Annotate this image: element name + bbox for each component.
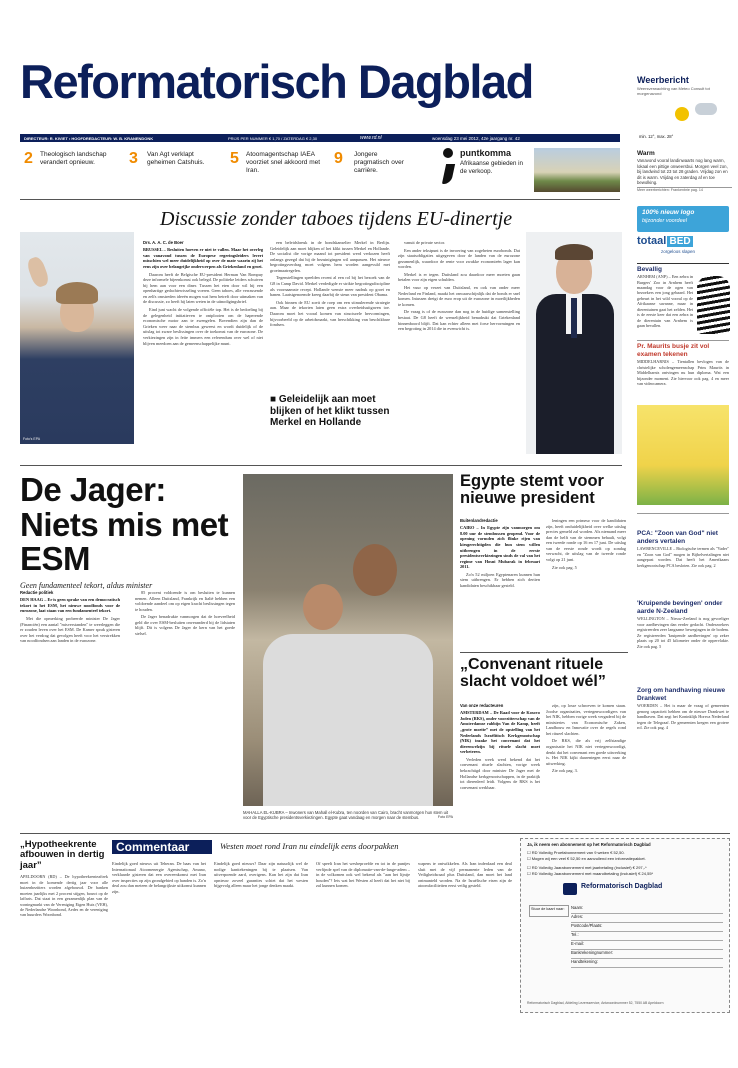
info-date: woensdag 23 mei 2012, 42e jaargang nr. 42 — [432, 135, 520, 141]
landscape-photo — [534, 148, 620, 192]
form-field-label: Bankrekeningnummer: — [571, 950, 614, 955]
divider — [637, 340, 729, 341]
masthead-logo: Reformatorisch Dagblad — [20, 55, 533, 108]
teaser-text: Theologisch landschap verandert opnieuw. — [40, 151, 107, 167]
teaser-bar — [20, 149, 450, 191]
main-paragraph: een beleidsbreuk in de bondskanselier Merkel in Berlijn. Geleidelijk aan moet blijken of het klikt tussen Merkel en Hollande. De socialist die vorige maand tot president werd verkozen heeft onlangs gezegd dat hij de bezuinigingen wil aanpassen. Het nieuwe begrotingsverdrag moet volgens hem worden aangevuld met groeimaatregelen. — [270, 240, 390, 273]
divider — [20, 833, 730, 834]
convenant-col-1 — [460, 703, 540, 828]
crowd-shape — [263, 634, 433, 806]
commentaar-col-1: Eindelijk goed nieuws uit Teheran. De baas van het Internationaal Atoomenergie Agentschap, Amano, verklaarde gisteren dat een overeenkomst met Iran over inspecties op zijn grondgebied op handen is. Zo'n deal zou dan meteen de belangrijkste uitkomst kunnen zijn. — [112, 861, 206, 894]
hand-shape — [25, 255, 50, 289]
pullquote-text: Geleidelijk aan moet blijken of het klikt tussen Merkel en Hollande — [270, 394, 390, 428]
hollande-photo — [526, 232, 622, 454]
commentaar-col-4: wapens te ontwikkelen. Als Iran inderdaad een deal sluit met de vijf permanente leden van de Veiligheidsraad plus Duitsland, dan moet het land ontmanteld worden. Na de Israëlische eisen zijn de atoomfaciliteiten eerst veilig gesteld. — [418, 861, 512, 889]
main-paragraph: Eind juni wacht de volgende officiële top. Het is de bedoeling bij de gelegenheid initiatieven te ontplooien om de haperende economische motor aan te zwengelen. Bovendien zijn dan de Grieken weer naar de stembus geweest en wordt duidelijk of de uitslag tot zware beslissingen over de toekomst van de eurozone. De verkiezingen zijn in feite immers een referendum over wel of niet blijven meedoen aan de gemeenschappelijke munt. — [143, 307, 263, 346]
sun-icon — [675, 107, 689, 121]
divider — [460, 652, 628, 653]
egypte-paragraph: Zie ook pag. 5 — [552, 564, 577, 570]
form-option[interactable] — [527, 850, 625, 855]
commentaar-header — [112, 840, 514, 854]
sidebar-text: MIDDELHARNIS – Tientallen bevlogen van de christelijke scholengemeenschap Prins Maurits in Middelharnis ontvingen nu hun diploma. Wat een bijzonder moment. Zie hiervoor ook pag. 4 en meer van videocamera. — [637, 359, 729, 387]
form-field[interactable] — [571, 932, 723, 941]
jager-col-2 — [135, 590, 235, 815]
egypt-photo — [243, 474, 453, 806]
sidebar-text: WELLINGTON – Nieuw-Zeeland is nog gevoeliger voor aardbevingen dan eerder gedacht. Onderzoekers registreerden zeer langzame bewegingen in de bodem. Ze registreerden 'kruipende aardbevingen' op zeker plaats op 20 tot 45 kilometer onder de oppervlakte. Zie ook pag. 5 — [637, 616, 729, 649]
teaser-text: Van Agt verklapt geheimen Catshuis. — [147, 151, 205, 167]
egypte-headline: Egypte stemt voor nieuwe president — [460, 472, 604, 508]
form-field-label: Tel.: — [571, 932, 579, 937]
info-price: PRIJS PER NUMMER € 1,70 / ZATERDAG € 2,30 — [228, 135, 318, 141]
main-col-2 — [270, 240, 390, 429]
jager-sub: Geen fundamenteel tekort, aldus minister — [20, 580, 153, 590]
sidebar-title: 'Kruipende bevingen' onder aarde N-Zeeland — [637, 600, 723, 616]
brand-name: totaal — [637, 235, 667, 247]
form-option[interactable] — [527, 871, 653, 876]
form-field[interactable] — [571, 905, 723, 914]
sidebar-item[interactable] — [637, 343, 729, 403]
teaser-number: 2 — [24, 150, 33, 167]
ad-tag2: bijzonder voordeel — [642, 218, 687, 225]
convenant-byline: Van onze redacteuren — [460, 703, 504, 708]
form-option-label: RD Volledig Jaarabonnement met jaarbetaling (inclusief) € 297,-* — [531, 865, 647, 870]
puntkomma-box[interactable] — [440, 148, 620, 192]
face-shape — [303, 584, 343, 630]
divider — [637, 263, 729, 264]
main-paragraph: Het vuur op verzet van Duitsland, en ook van onder meer Nederland en Finland, maakt het onwaarschijnlijk dat de bonds er snel komen. Intussen dreigt de euro erop uit de eurozone in moeilijkheden te komen. — [398, 285, 520, 307]
pullquote: ■ Geleidelijk aan moet blijken of het klikt tussen Merkel en Hollande — [270, 394, 390, 428]
main-paragraph: Daarom heeft de Belgische EU-president Herman Van Rompuy deze informele bijeenkomst ook belegd. De politieke leiders schuiven bij hem aan voor een diner. Tussen het eten door wil hij een openhartige gedachtewisseling voeren. Geen taboes, alle verrassende en zelfs omstreden ideeën mogen wat hem betreft door uitmaken van de discussie, zo heeft hij laten weten in de uitnodigingsbrief. — [143, 271, 263, 305]
main-paragraph: vanuit de private sector. — [404, 240, 446, 245]
convenant-paragraph: Verleden week werd bekend dat het convenant rituele slachten, vorige week bekrachtigd door minister De Jager met de Hollandse kerkgenootschappen, in de praktijk tot dierenleed leidt. Volgens de RKS is het convenant werkbaar. — [460, 756, 540, 790]
masthead-title — [20, 55, 620, 108]
form-stamp: Stuur de kaart naar: — [529, 905, 569, 917]
weather-title: Weerbericht — [637, 75, 689, 85]
brand-name-2: BED — [669, 236, 691, 247]
jager-paragraph: De Jager benadrukte vanmorgen dat de hoeveelheid geld die over ESM-besluiten onveranderd bij de lidstaten blijft. Dit is volgens De Jager de kern van het goede stelsel. — [135, 614, 235, 637]
commentaar-headline: Westen moet rond Iran nu eindelijk eens doorpakken — [220, 841, 399, 851]
teaser-number: 3 — [129, 150, 138, 167]
convenant-lead: AMSTERDAM – De Raad voor de Kosovo Joden (RKS), onder voorzitterschap van de Amsterdamse rabbijn Van de Kamp, heeft „grote moeite” met de opstelling van het Nederlands Israëlitisch Kerkgenootschap (NIK) inzake het convenant dat het dierenwelzijn bij rituele slacht moet verbeteren. — [460, 710, 540, 755]
sidebar-item[interactable] — [637, 600, 729, 682]
form-field-label: Naam: — [571, 905, 584, 910]
divider — [20, 465, 622, 466]
caption-credit: Foto EPA — [437, 815, 453, 820]
egypte-byline: Buitenlandredactie — [460, 518, 498, 523]
sidebar-title: Pr. Maurits busje zit vol examen tekenen — [637, 343, 710, 359]
main-col-1 — [143, 240, 263, 457]
hair-shape — [555, 244, 593, 260]
main-headline[interactable]: Discussie zonder taboes tijdens EU-dinertje — [160, 208, 513, 230]
hypo-article[interactable] — [20, 840, 108, 1034]
sidebar-text: LAWRENCEVILLE – Biologische termen als "Vader" en "Zoon van God" mogen in Bijbelvertalingen niet aangepast worden. Dat heeft het Amerikaans kerkgenootschap PCA besloten. Zie ook pag. 2 — [637, 546, 729, 568]
egypt-photo-caption — [243, 810, 453, 821]
form-field-label: E-mail: — [571, 941, 585, 946]
checkbox-icon[interactable]: ☐ — [527, 850, 532, 855]
jager-byline: Redactie politiek — [20, 590, 54, 595]
egypte-paragraph: Zo'n 52 miljoen Egyptenaren kunnen hun stem uitbrengen. Er hebben zich dertien kandidaten beschikbaar gesteld. — [460, 571, 540, 589]
form-field-label: Handtekening: — [571, 959, 599, 964]
sidebar-item[interactable] — [637, 266, 693, 344]
jager-paragraph: 85 procent voldoende is om besluiten te kunnen nemen. Alleen Duitsland, Frankrijk en Italië hebben een voldoende aandeel om op eigen kracht beslissingen tegen te houden. — [135, 590, 235, 612]
cloud-icon — [695, 103, 717, 115]
weather-box — [637, 75, 727, 139]
form-field[interactable] — [571, 941, 723, 950]
jager-article[interactable] — [20, 473, 235, 591]
weather-temp: min. 12°, max. 28° — [639, 134, 674, 139]
sidebar-title: Zorg om handhaving nieuwe Drankwet — [637, 687, 726, 703]
sidebar-item[interactable] — [637, 687, 729, 763]
form-logo: Reformatorisch Dagblad — [581, 883, 663, 890]
main-paragraph: Ook binnen de EU zoeit de roep om een stimulerende strategie aan. Maar de tekorten laten geen extra overheidsuitgaven toe. Daarom moet het vooral komen van structurele hervormingen, bijvoorbeeld op de arbeidsmarkt, van herschikking van beschikbare fondsen. — [270, 299, 390, 328]
divider — [20, 199, 620, 200]
weather-sub: Weersverwachting van Meteo Consult tot morgenavond — [637, 86, 710, 97]
ad-banner-top[interactable] — [637, 206, 729, 232]
teaser-text: Atoomagentschap IAEA voorziet snel akkoord met Iran. — [246, 151, 321, 175]
jager-col-1 — [20, 590, 120, 817]
photo-credit: Foto's EPA — [23, 436, 41, 441]
sidebar-title: PCA: "Zoon van God" niet anders vertalen — [637, 530, 718, 546]
sidebar-text: WOERDEN – Het is maar de vraag of gemeenten genoeg capaciteit hebben om de nieuwe Drankwet te handhaven. Dat zegt het Koninklijk Horeca Nederland tegen de Telegraaf. De gemeenten kregen een grotere rol. Zie ook pag. 4 — [637, 703, 729, 731]
egypte-lead: CAIRO – In Egypte zijn vanmorgen om 8.00 uur de stembussen geopend. Voor de opening vormden zich flinke rijen van kiesgerechtigden die hun stem willen uitbrengen in de eerste presidentsverkiezingen sinds de val van het regime van Hosni Mubarak in februari 2011. — [460, 525, 540, 570]
rd-logo-icon — [563, 883, 577, 895]
form-field-label: Postcode/Plaats: — [571, 923, 603, 928]
info-bar — [20, 134, 620, 142]
main-paragraph: Een ander tekstpunt is de invoering van zogeheten eurobonds. Dat zijn staatsobligaties uitgegeven door de landen van de eurozone gezamenlijk, waardoor de rente voor zwakke economieën lager kan worden. — [398, 247, 520, 270]
brand-sub: zorgeloos slapen — [661, 248, 696, 254]
puntkomma-text: Afrikaanse gebieden in de verkoop. — [460, 160, 523, 175]
teaser-number: 5 — [230, 150, 239, 167]
main-paragraph: Tegenstellingen speelden recent al een rol bij het bezoek van de G8 in Camp David. Merkel verdedigde er strikte begrotingsdiscipline als voornaamste recept. Hollande wenste meer nadruk op groei en banen. Laatstgenoemde kreeg daarbij de steun van president Obama. — [270, 275, 390, 298]
checkbox-icon[interactable]: ☐ — [527, 856, 532, 861]
students-photo — [637, 405, 729, 505]
form-option-label: RD Volledig Jaarabonnement met maandbetaling (inclusief) € 24,55* — [531, 871, 654, 876]
form-field[interactable] — [571, 950, 723, 959]
weather-detail — [637, 150, 732, 192]
egypte-paragraph: leningen een primeur voor de kandidaten zijn, heeft onduidelijkheid over welke uitslag precies gemeld zal worden. Als niemand meer dan de helft van de stemmen behaalt, volgt een tweede ronde op 16 en 17 juni. De uitslag van de eerste ronde wordt op zondag verwacht, de uitslag van de tweede ronde volgt op 21 juni. — [546, 518, 626, 563]
merkel-photo — [20, 232, 134, 444]
egypte-col-1 — [460, 518, 540, 655]
main-paragraph: De vraag is of de eurozone dan nog in de huidige samenstelling bestaat. De G8 heeft de wenselijkheid benadrukt dat Griekenland binnenboord blijft. Dat kan echter alleen met forse hervormingen en een begroting in 2014 die in evenwicht is. — [398, 309, 520, 332]
form-fields — [571, 905, 723, 968]
sidebar-title: Bevallig — [637, 266, 662, 273]
commentaar-col-3: Of speelt Iran het wesbeproefde en tot in de puntjes verfijnde spel van de diplomatie-van-de-lange-adem – in de volkomen ook wel bekend als "aan het lijntje houden"? Iets wat het Westen al heeft dat het niet bij zal kunnen komen. — [316, 861, 410, 889]
info-url[interactable]: www.rd.nl — [360, 135, 382, 141]
face-shape — [353, 544, 397, 596]
form-option-label: Mogen wij een veel € 52,50 en aanvullend een informatiepakket. — [531, 856, 646, 861]
main-lead: BRUSSEL – Besluiten hoeven er niet te vallen. Maar het overleg van vanavond tussen de Europese regeringsleiders levert misschien wel meer duidelijkheid op over de mate waarin zij het eens zijn over belangrijke onderwerpen als Griekenland en groei. — [143, 247, 263, 269]
form-title: Ja, ik neem een abonnement op het Reformatorisch Dagblad — [527, 842, 651, 847]
ad-brand[interactable] — [637, 235, 729, 259]
hypo-headline: „Hypotheekrente afbouwen in dertig jaar” — [20, 839, 105, 871]
commentaar-col-2: Eindelijk goed nieuws? Daar zijn natuurlijk wel de nodige kanttekeningen bij te plaatsen. Van uitverpoende aard, overigens. Kan het zijn dat Iran opnieuw zoveel garanties schiet dat het westen bijgevolg alleen maar het jonge denken maakt. — [214, 861, 308, 889]
hair-shape — [56, 282, 98, 304]
jager-lead: DEN HAAG – Er is geen sprake van een democratisch tekort in het ESM, het nieuwe noodfonds voor de eurozone, laat staan van een fundamenteel tekort. — [20, 597, 120, 614]
warm-source: Meer weerberichten: Frankenbrie pag. 14 — [637, 187, 732, 192]
warm-text: Vanavond vooral landinwaarts nog lang warm, lokaal een pittige onweersbui. Morgen veel zon, bij landwind tot 23 tot 28 graden. Vrijdag zon en dit is warm. Vrijdag en zaterdag af en toe bewolking. — [637, 158, 728, 186]
zebra-photo — [697, 276, 730, 334]
commentaar-title: Commentaar — [112, 840, 212, 854]
convenant-paragraph: Zie ook pag. 3. — [552, 768, 578, 774]
checkbox-icon[interactable]: ☐ — [527, 865, 532, 870]
egypte-col-2 — [546, 518, 626, 648]
checkbox-icon[interactable]: ☐ — [527, 871, 532, 876]
ad-tag: 100% nieuw logo — [642, 209, 695, 216]
form-option[interactable] — [527, 856, 646, 861]
form-option[interactable] — [527, 865, 647, 870]
main-col-3 — [398, 240, 520, 450]
convenant-col-2 — [546, 703, 626, 828]
jager-headline: De Jager: Niets mis met ESM — [20, 471, 229, 578]
caption-text: MAHALLA EL-KUBRA – Inwoners van Mahall el-Kubra, ten noorden van Cairo, bracht vanmorgen hun stem uit voor de Egyptische presidentsverkiezingen. Egypte gaat vandaag en morgen naar de stembus. — [243, 810, 449, 821]
main-byline: Drs. A. A. C. de Boer — [143, 240, 184, 245]
form-field-label: Adres: — [571, 914, 584, 919]
jager-paragraph: Met die opmerking probeerde minister De Jager (Financiën) een aantal "misverstanden" te weerleggen die er zouden leven over het ESM. De Kamer sprak gisteren over het verdrag dat gevolgen heeft voor het verstrekken van noodfondsen aan landen in de eurozone. — [20, 615, 120, 644]
puntkomma-icon — [440, 148, 458, 188]
sidebar-text: ARNHEM (ANP) – Een zebra in Burgers' Zoo in Arnhem heeft maandag voor de ogen van bezoekers een jong gebaard. Het gebeurt in het wild vooral op de Afrikaanse savanne, maar in dierentuinen gaat het zelden. Het is de eerste keer dat een zebra in de dierentuin van Arnhem is gaan bevallen. — [637, 274, 693, 329]
hypo-text: APELDOORN (RD) – De hypotheekrenteaftrek moet in de komende dertig jaar voor alle huizenbezitters worden afgebouwd. De banken moeten jaarlijks met 2 procent stijgen, bouwt op de laffaris. Dat staat in een gezamenlijk plan van de woningmarkt van de Vereniging Eigen Huis (VEH), de Nederlandse Woonbond, Aedes en de vereniging van huurders Woonbond. — [20, 874, 108, 918]
main-paragraph: Merkel is er tegen. Duitsland zou daardoor meer moeten gaan betalen voor zijn eigen schulden. — [398, 271, 520, 283]
subscription-form[interactable] — [520, 838, 730, 1013]
form-footer: Reformatorisch Dagblad, Afdeling Lezersservice, Antwoordnummer 52, 7550 AB Apeldoorn — [527, 1001, 664, 1005]
warm-title: Warm — [637, 150, 655, 157]
convenant-article[interactable] — [460, 656, 630, 691]
puntkomma-title: puntkomma — [460, 148, 512, 158]
form-field[interactable] — [571, 914, 723, 923]
form-option-label: RD Volledig Proefabonnement van 9 weken € 52,50. — [531, 850, 625, 855]
form-field[interactable] — [571, 959, 723, 968]
teaser-number: 9 — [334, 150, 343, 167]
info-directors: DIRECTEUR: R. KIVIET • HOOFDREDACTEUR: W. B. KRANENDONK — [24, 135, 154, 141]
teaser-text: Jongere pragmatisch over carrière. — [354, 151, 404, 175]
divider — [637, 513, 729, 514]
convenant-headline: „Convenant rituele slacht voldoet wél” — [460, 656, 606, 691]
form-field[interactable] — [571, 923, 723, 932]
sidebar-item[interactable] — [637, 530, 729, 594]
egypte-article[interactable] — [460, 473, 628, 508]
tie-shape — [571, 298, 577, 338]
convenant-paragraph: zijn, op losse schroeven te komen staan. Joodse organisaties, vertegenwoordigers van het NIK, hebben vorige week vergaderd bij de ministeries van Economische Zaken, Landbouw en Innovatie over de regels rond het ritueel slachten. — [546, 703, 626, 736]
convenant-paragraph: De RKS, die als vrij zelfstandige organisatie het NIK niet vertegenwoordigt, denkt dat het convenant een goede uitwerking is. Het NIK kijkt daarentegen eerst naar de uitwerking. — [546, 738, 626, 766]
